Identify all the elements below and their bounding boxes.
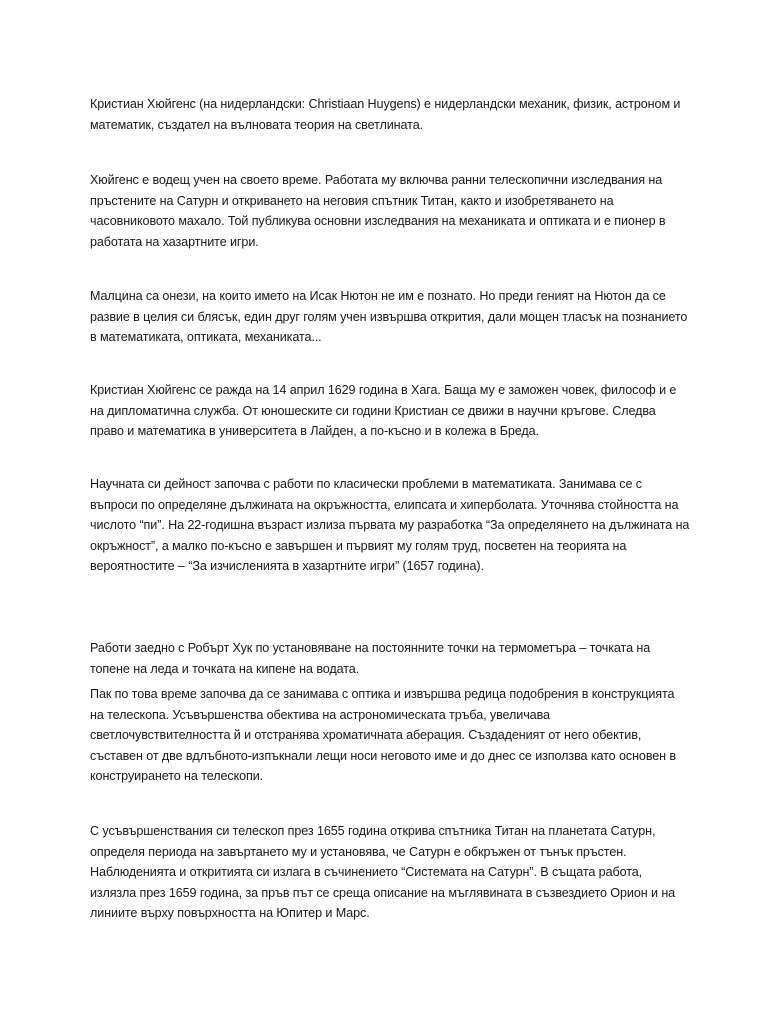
paragraph-mathematics: Научната си дейност започва с работи по класически проблеми в математиката. Занимава се с въпроси по определяне дължината на окръжността, елипсата и хиперболата. Уточнява стойността на числото “пи”. На 22-годишна възраст излиза първата му разработка “За определянето на дължината на окръжност”, а малко по-късно е завършен и първият му голям труд, посветен на теорията на вероятностите – “За изчисленията в хазартните игри” (1657 година). [90,477,690,573]
paragraph-biography: Кристиан Хюйгенс се ражда на 14 април 1629 година в Хага. Баща му е заможен човек, философ и е на дипломатична служба. От юношеските си години Кристиан се движи в научни кръгове. Следва право и математика в университета в Лайден, а по-късно и в колежа в Бреда. [90,383,677,438]
paragraph-leading-scientist: Хюйгенс е водещ учен на своето време. Работата му включва ранни телескопични изследвания на пръстените на Сатурн и откриването на неговия спътник Титан, както и изобретяването на часовниковото махало. Той публикува основни изследвания на механиката и оптиката и е пионер в работата на хазартните игри. [90,173,666,249]
paragraph-newton: Малцина са онези, на които името на Исак Нютон не им е познато. Но преди геният на Нютон да се развие в целия си блясък, един друг голям учен извършва открития, дали мощен тласък на познанието в математиката, оптиката, механиката... [90,289,688,344]
paragraph-intro: Кристиан Хюйгенс (на нидерландски: Christiaan Huygens) е нидерландски механик, физик, астроном и математик, създател на вълновата теория на светлината. [90,97,681,132]
paragraph-optics: Пак по това време започва да се занимава с оптика и извършва редица подобрения в конструкцията на телескопа. Усъвършенства обектива на астрономическата тръба, увеличава светлочувствителността й и отстранява хроматичната аберация. Създаденият от него обектив, съставен от две вдлъбното-изпъкнали лещи носи неговото име и до днес се използва като основен в конструирането на телескопи. [90,687,677,783]
paragraph-thermometer: Работи заедно с Робърт Хук по установяване на постоянните точки на термометъра – точката на топене на леда и точката на кипене на водата. [90,641,651,676]
paragraph-saturn: С усъвършенствания си телескоп през 1655 година открива спътника Титан на планетата Сатурн, определя периода на завъртането му и установява, че Сатурн е обкръжен от тънък пръстен. Наблюденията и откритията си излага в съчинението “Системата на Сатурн”. В същата работа, излязла през 1659 година, за пръв път се среща описание на мъглявината в съзвездието Орион и на линиите върху повърхността на Юпитер и Марс. [90,824,676,920]
